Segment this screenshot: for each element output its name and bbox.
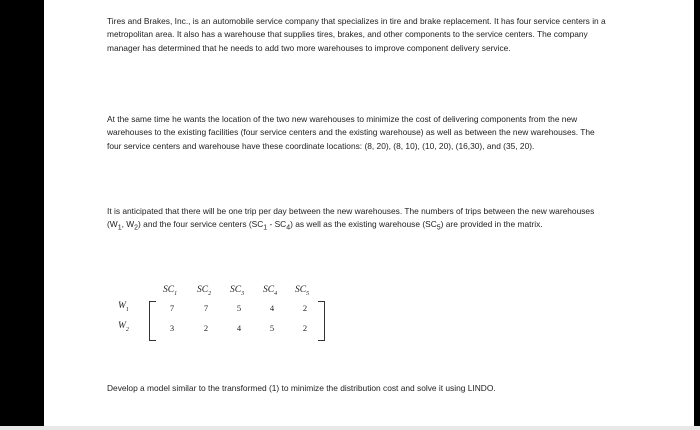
matrix-col-header: $SC_1$ bbox=[163, 285, 178, 297]
matrix-left-bracket bbox=[149, 301, 156, 341]
matrix-cell: 5 bbox=[269, 323, 275, 333]
bottom-border bbox=[0, 426, 700, 430]
matrix-cell: 4 bbox=[236, 323, 242, 333]
matrix-cell: 5 bbox=[236, 303, 242, 313]
matrix-cell: 2 bbox=[302, 323, 308, 333]
matrix-col-header: $SC_5$ bbox=[295, 285, 310, 297]
matrix-row-label: $W_1$ bbox=[118, 301, 129, 313]
matrix-right-bracket bbox=[318, 301, 325, 341]
matrix-row-label: $W_2$ bbox=[118, 321, 129, 333]
paragraph-trips: It is anticipated that there will be one trip per day between the new warehouses. The numbers of trips between the new warehouses ($W_1$, $W_2$) and the four service centers $(SC_1 - SC_4)$ as well as the existing warehouse $(SC_5)$ are provided in the matrix. bbox=[107, 206, 595, 233]
matrix-col-header: $SC_3$ bbox=[230, 285, 245, 297]
matrix-cell: 7 bbox=[169, 303, 175, 313]
matrix-cell: 4 bbox=[269, 303, 275, 313]
right-black-border bbox=[694, 0, 700, 430]
matrix-col-header: $SC_4$ bbox=[263, 285, 278, 297]
matrix-cell: 2 bbox=[302, 303, 308, 313]
matrix-cell: 3 bbox=[169, 323, 175, 333]
matrix-col-header: $SC_2$ bbox=[197, 285, 212, 297]
paragraph-intro: Tires and Brakes, Inc., is an automobile service company that specializes in tire and brake replacement. It has four service centers in a metropolitan area. It also has a warehouse that supplies tires, brakes, and other components to the service centers. The company manager has determined that he needs to add two more warehouses to improve component delivery service. bbox=[107, 16, 606, 53]
left-black-border bbox=[0, 0, 44, 430]
paragraph-task: Develop a model similar to the transformed (1) to minimize the distribution cost and solve it using LINDO. bbox=[107, 383, 496, 393]
paragraph-locations: At the same time he wants the location of the two new warehouses to minimize the cost of delivering components from the new warehouses to the existing facilities (four service centers and the existing warehouse) as well as between the new warehouses. The four service centers and warehouse have these coordinate locations: (8, 20), (8, 10), (10, 20), (16,30), and (35, 20). bbox=[107, 114, 595, 151]
matrix-cell: 2 bbox=[203, 323, 209, 333]
matrix-cell: 7 bbox=[203, 303, 209, 313]
trip-matrix bbox=[115, 285, 355, 349]
